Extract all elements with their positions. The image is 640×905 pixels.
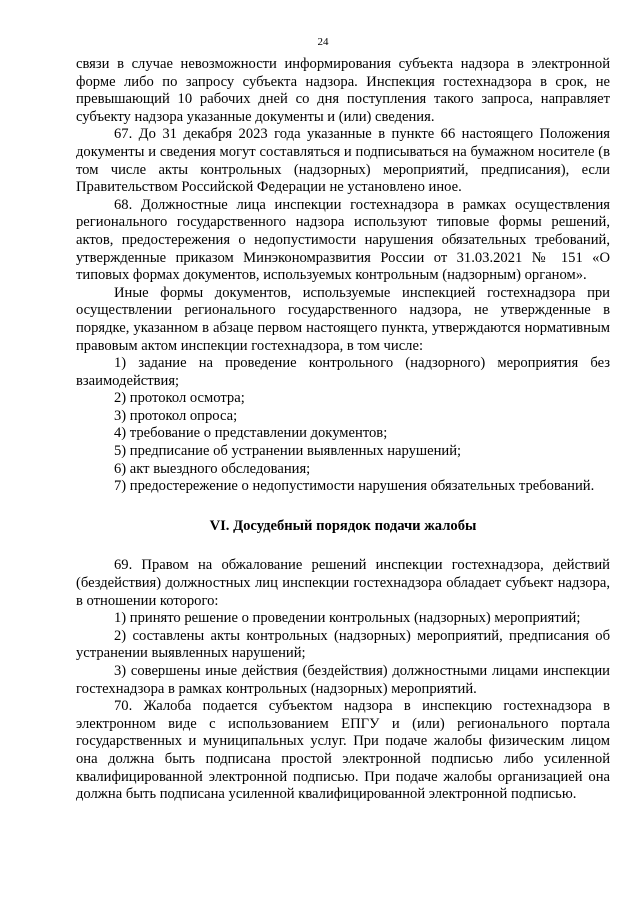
- list-item: 2) составлены акты контрольных (надзорных) мероприятий, предписания об устранении выявленных нарушений;: [76, 627, 610, 662]
- paragraph-67: 67. До 31 декабря 2023 года указанные в пункте 66 настоящего Положения документы и сведения могут составляться и подписываться на бумажном носителе (в том числе акты контрольных (надзорных) мероприятий, предписания), если Правительством Российской Федерации не установлено иное.: [76, 126, 610, 196]
- list-item: 6) акт выездного обследования;: [114, 460, 311, 477]
- text-block-before: [76, 56, 610, 496]
- text-block-after: [76, 557, 610, 803]
- paragraph: связи в случае невозможности информирования субъекта надзора в электронной форме либо по запросу субъекта надзора. Инспекция гостехнадзора в срок, не превышающий 10 рабочих дней со дня поступления такого запроса, направляет субъекту надзора указанные документы и (или) сведения.: [76, 56, 610, 125]
- list-item: 5) предписание об устранении выявленных нарушений;: [114, 443, 462, 460]
- paragraph-69: 69. Правом на обжалование решений инспекции гостехнадзора, действий (бездействия) должностных лиц инспекции гостехнадзора обладает субъект надзора, в отношении которого:: [76, 557, 610, 609]
- paragraph-70: 70. Жалоба подается субъектом надзора в инспекцию гостехнадзора в электронном виде с использованием ЕПГУ и (или) регионального портала государственных и муниципальных услуг. При подаче жалобы физическим лицом она должна быть подписана простой электронной подписью либо усиленной квалифицированной электронной подписью. При подаче жалобы организацией она должна быть подписана усиленной квалифицированной электронной подписью.: [76, 698, 610, 803]
- list-item: 1) задание на проведение контрольного (надзорного) мероприятия без взаимодействия;: [76, 355, 610, 389]
- section-heading: VI. Досудебный порядок подачи жалобы: [209, 517, 477, 534]
- paragraph-68: 68. Должностные лица инспекции гостехнадзора в рамках осуществления регионального государственного надзора используют типовые формы решений, актов, предостережения о недопустимости нарушения обязательных требований, утвержденные приказом Минэкономразвития России от 31.03.2021 № 151 «О типовых формах документов, используемых контрольным (надзорным) органом».: [76, 196, 610, 284]
- list-item: 7) предостережение о недопустимости нарушения обязательных требований.: [114, 478, 595, 495]
- page-number: 24: [317, 36, 329, 48]
- list-item: 2) протокол осмотра;: [114, 390, 245, 407]
- list-item: 3) протокол опроса;: [114, 407, 238, 424]
- list-item: 4) требование о представлении документов;: [114, 425, 388, 442]
- list-item: 1) принято решение о проведении контрольных (надзорных) мероприятий;: [114, 610, 581, 627]
- list-item: 3) совершены иные действия (бездействия) должностными лицами инспекции гостехнадзора в рамках контрольных (надзорных) мероприятий.: [76, 663, 610, 697]
- paragraph: Иные формы документов, используемые инспекцией гостехнадзора при осуществлении регионального государственного надзора, не утвержденные в порядке, указанном в абзаце первом настоящего пункта, утверждаются нормативным правовым актом инспекции гостехнадзора, в том числе:: [76, 284, 610, 354]
